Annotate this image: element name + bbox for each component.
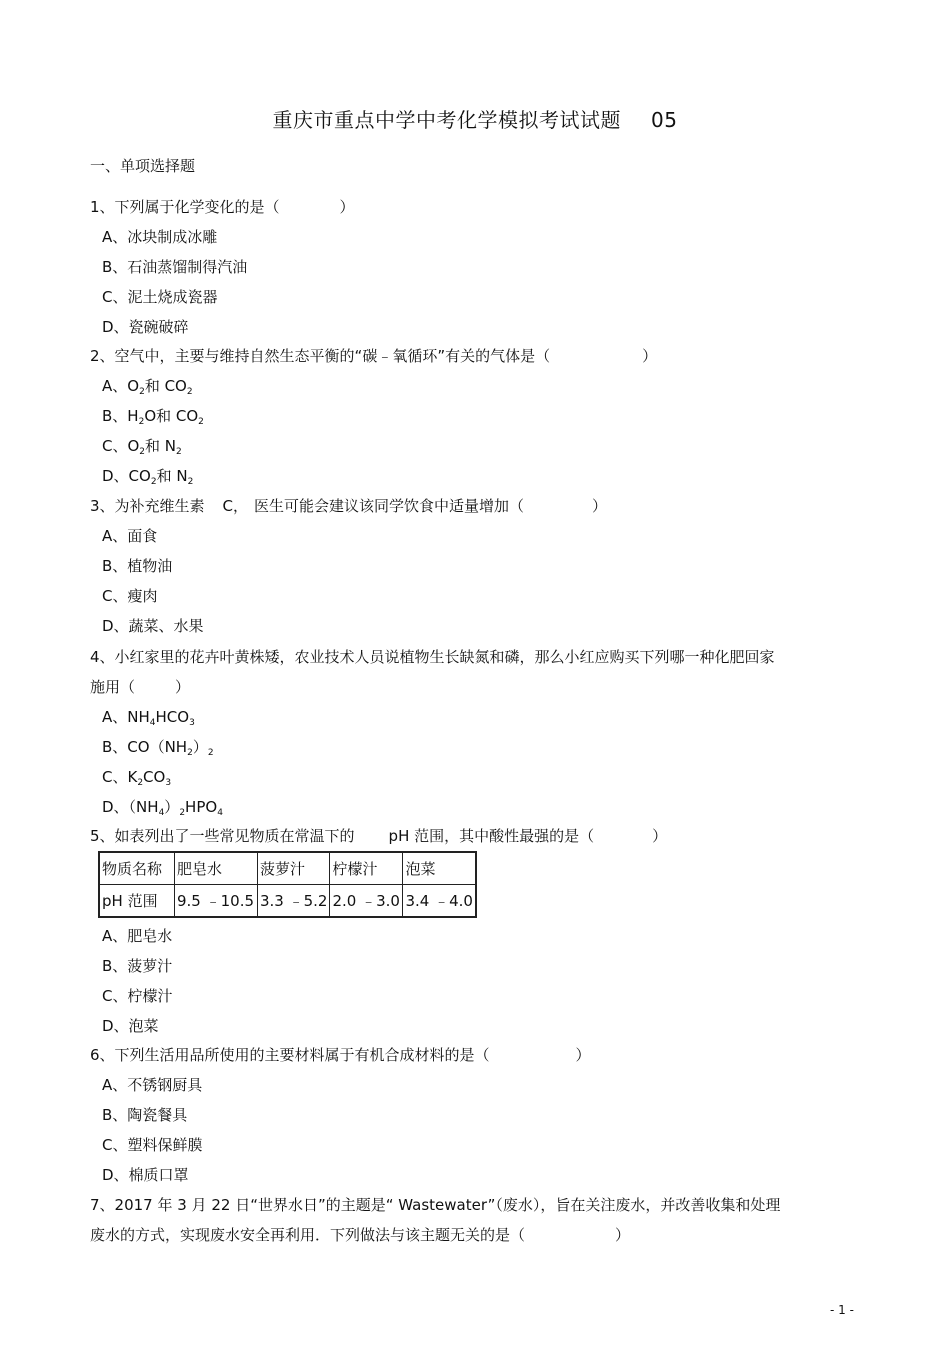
- table-cell: 泡菜: [403, 852, 477, 885]
- q2-option-d: D、$CO_2$和 $N_2$: [102, 467, 194, 487]
- q3-option-c: C、瘦肉: [102, 587, 158, 605]
- page-title: [0, 104, 950, 133]
- q5-option-a: A、肥皂水: [102, 927, 173, 945]
- table-cell: 2.0 ﹣3.0: [330, 885, 403, 918]
- table-row: [99, 885, 476, 918]
- q4-option-b: B、$CO(NH_2)_2$: [102, 738, 214, 758]
- table-cell: 肥皂水: [175, 852, 258, 885]
- question-7-cont: 废水的方式，实现废水安全再利用．下列做法与该主题无关的是（ ）: [90, 1226, 631, 1244]
- table-cell: 3.4 ﹣4.0: [403, 885, 477, 918]
- question-1: 1、下列属于化学变化的是（ ）: [90, 198, 355, 216]
- ph-table: [98, 851, 477, 918]
- table-cell: pH 范围: [99, 885, 175, 918]
- question-4: 4、小红家里的花卉叶黄株矮，农业技术人员说植物生长缺氮和磷，那么小红应购买下列哪一种化肥回家: [90, 648, 775, 666]
- q4-option-d: D、$(NH_4)_2HPO_4$: [102, 798, 223, 818]
- section-heading: 一、单项选择题: [90, 157, 196, 175]
- q3-option-d: D、蔬菜、水果: [102, 617, 204, 635]
- q4-option-c: C、$K_2CO_3$: [102, 768, 172, 788]
- q5-option-b: B、菠萝汁: [102, 957, 173, 975]
- q2-option-a: A、$O_2$和 $CO_2$: [102, 377, 193, 397]
- q5-option-c: C、柠檬汁: [102, 987, 173, 1005]
- table-cell: 3.3 ﹣5.2: [258, 885, 330, 918]
- q1-option-c: C、泥土烧成瓷器: [102, 288, 218, 306]
- q3-option-a: A、面食: [102, 527, 158, 545]
- question-3: 3、为补充维生素 C， 医生可能会建议该同学饮食中适量增加（ ）: [90, 497, 608, 515]
- title-number: 05: [651, 108, 678, 132]
- q5-option-d: D、泡菜: [102, 1017, 159, 1035]
- table-header-row: [99, 852, 476, 885]
- q1-option-b: B、石油蒸馏制得汽油: [102, 258, 248, 276]
- question-2: 2、空气中，主要与维持自然生态平衡的“碳﹣氧循环”有关的气体是（ ）: [90, 347, 658, 365]
- q2-option-b: B、$H_2O$和 $CO_2$: [102, 407, 204, 427]
- page-number: - 1 -: [830, 1303, 854, 1317]
- q3-option-b: B、植物油: [102, 557, 173, 575]
- table-cell: 柠檬汁: [330, 852, 403, 885]
- q6-option-d: D、棉质口罩: [102, 1166, 189, 1184]
- question-5: 5、如表列出了一些常见物质在常温下的 pH 范围，其中酸性最强的是（ ）: [90, 827, 668, 845]
- q6-option-b: B、陶瓷餐具: [102, 1106, 188, 1124]
- table-cell: 9.5 ﹣10.5: [175, 885, 258, 918]
- q6-option-c: C、塑料保鲜膜: [102, 1136, 203, 1154]
- q4-option-a: A、$NH_4HCO_3$: [102, 708, 195, 728]
- question-6: 6、下列生活用品所使用的主要材料属于有机合成材料的是（ ）: [90, 1046, 591, 1064]
- title-text: 重庆市重点中学中考化学模拟考试试题: [272, 108, 622, 132]
- question-7: 7、2017 年 3 月 22 日“世界水日”的主题是“ Wastewater”（废水），旨在关注废水，并改善收集和处理: [90, 1196, 781, 1214]
- question-4-cont: 施用（ ）: [90, 678, 191, 696]
- q2-option-c: C、$O_2$和 $N_2$: [102, 437, 182, 457]
- table-cell: 物质名称: [99, 852, 175, 885]
- table-cell: 菠萝汁: [258, 852, 330, 885]
- q1-option-d: D、瓷碗破碎: [102, 318, 189, 336]
- q1-option-a: A、冰块制成冰雕: [102, 228, 218, 246]
- q6-option-a: A、不锈钢厨具: [102, 1076, 203, 1094]
